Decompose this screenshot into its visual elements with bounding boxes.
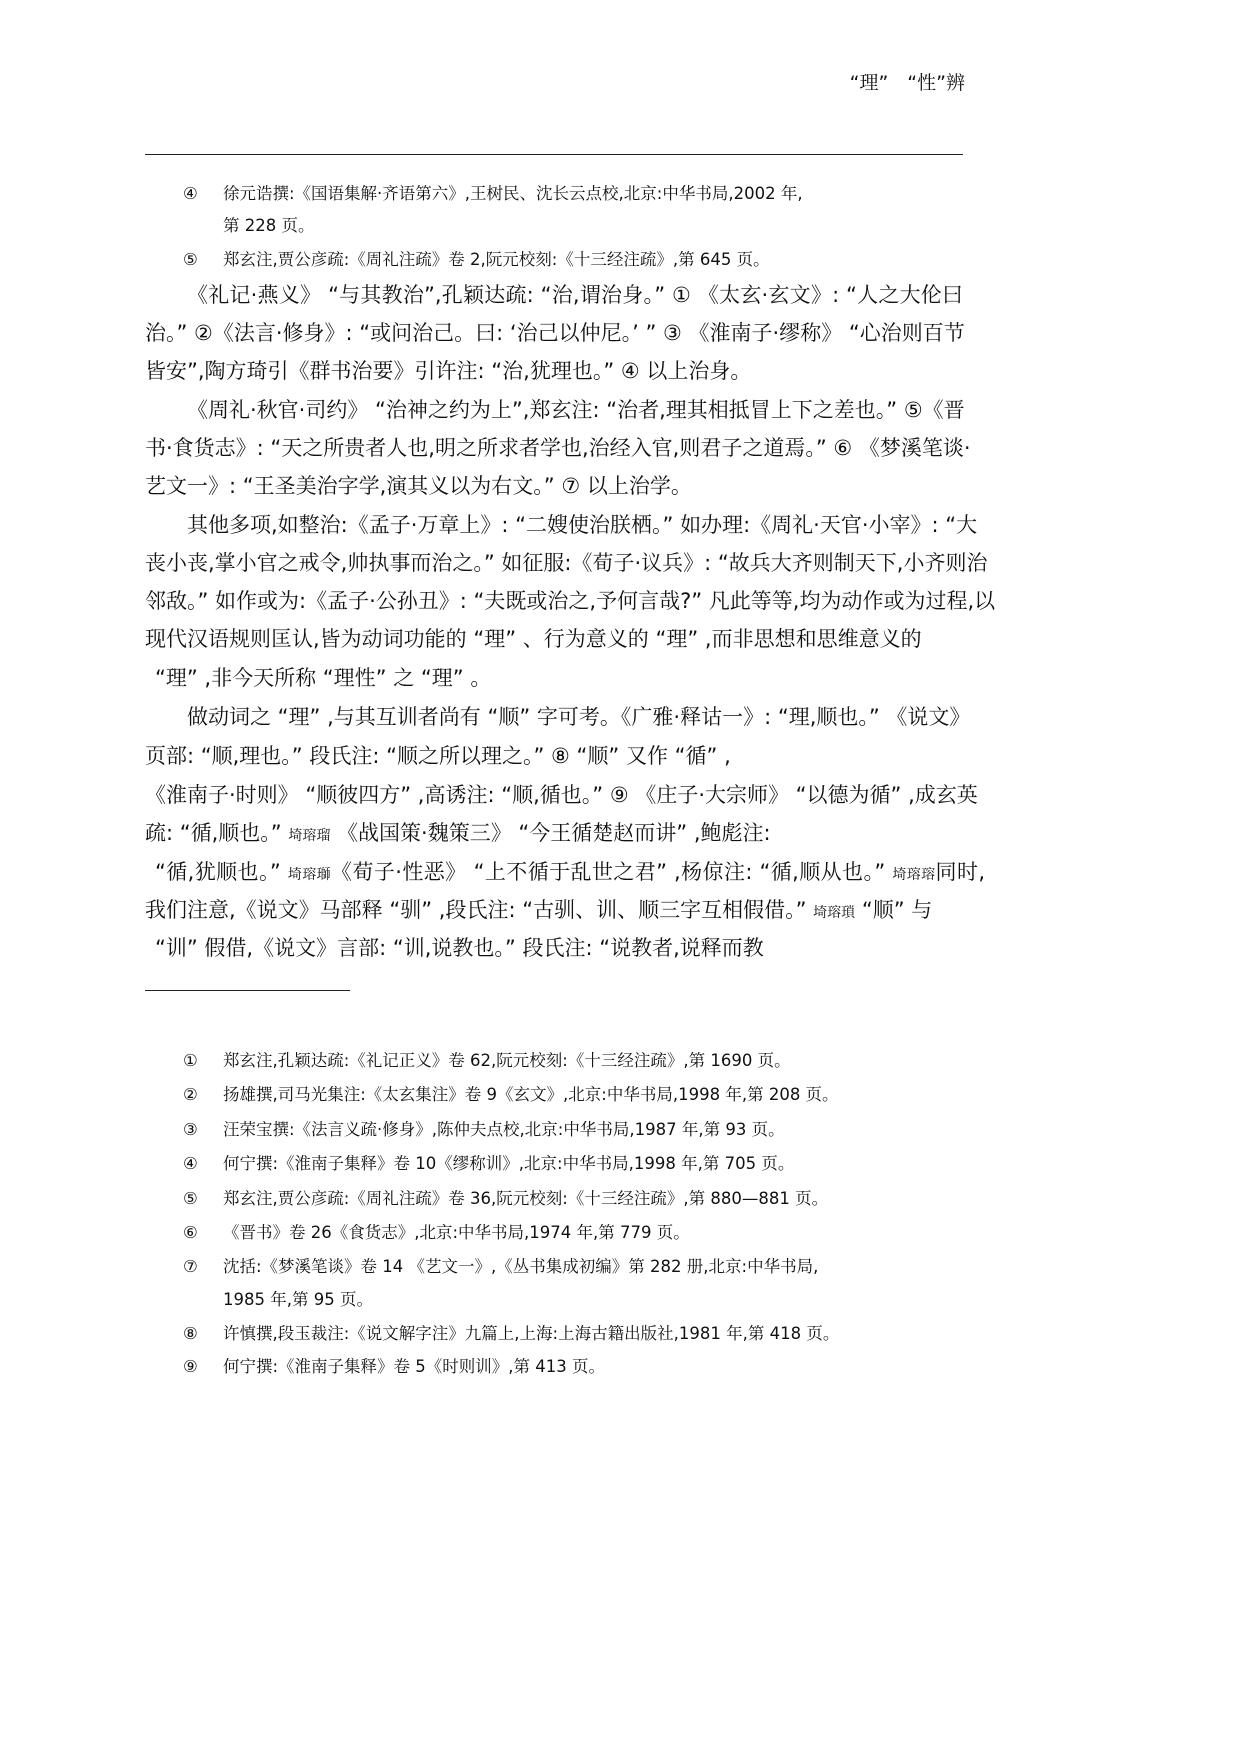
body-line: 皆安”,陶方琦引《群书治要》引许注: “治,犹理也。” ④ 以上治身。 bbox=[145, 359, 752, 383]
body-line: “理” ,非今天所称 “理性” 之 “理” 。 bbox=[155, 666, 492, 690]
garbled-glyphs: 埼瑢瑣 bbox=[813, 905, 856, 921]
footnote-1: ① 郑玄注,孔颖达疏:《礼记正义》卷 62,阮元校刻:《十三经注疏》,第 1690 页。 bbox=[183, 1051, 791, 1070]
garbled-glyphs: 埼瑢瑡 bbox=[287, 867, 332, 883]
body-line: 其他多项,如整治:《孟子·万章上》: “二嫂使治朕栖。” 如办理:《周礼·天官·小宰》: “大 bbox=[187, 513, 978, 537]
body-line: 做动词之 “理” ,与其互训者尚有 “顺” 字可考。《广雅·释诂一》: “理,顺也。” 《说文》 bbox=[187, 705, 971, 729]
footnote-6: ⑥ 《晋书》卷 26《食货志》,北京:中华书局,1974 年,第 779 页。 bbox=[183, 1223, 690, 1242]
body-line: “训” 假借,《说文》言部: “训,说教也。” 段氏注: “说教者,说释而教 bbox=[155, 936, 764, 960]
footnote-9: ⑨ 何宁撰:《淮南子集释》卷 5《时则训》,第 413 页。 bbox=[183, 1357, 606, 1376]
footnote-3: ③ 汪荣宝撰:《法言义疏·修身》,陈仲夫点校,北京:中华书局,1987 年,第 93 页。 bbox=[183, 1120, 785, 1139]
body-line: 页部: “顺,理也。” 段氏注: “顺之所以理之。” ⑧ “顺” 又作 “循” , bbox=[145, 744, 731, 768]
footnote-separator bbox=[145, 990, 350, 991]
running-header: “理” “性”辨 bbox=[849, 72, 965, 94]
footnote-8: ⑧ 许慎撰,段玉裁注:《说文解字注》九篇上,上海:上海古籍出版社,1981 年,第 418 页。 bbox=[183, 1324, 840, 1343]
footnote-4-cont: 第 228 页。 bbox=[223, 216, 315, 235]
body-line: 我们注意,《说文》马部释 “驯” ,段氏注: “古驯、训、顺三字互相假借。” 埼瑢瑣 “顺” 与 bbox=[145, 898, 933, 922]
garbled-glyphs: 埼瑢瑠 bbox=[288, 828, 331, 844]
body-line: 书·食货志》: “天之所贵者人也,明之所求者学也,治经入官,则君子之道焉。” ⑥ 《梦溪笔谈· bbox=[145, 436, 971, 460]
footnote-5b: ⑤ 郑玄注,贾公彦疏:《周礼注疏》卷 36,阮元校刻:《十三经注疏》,第 880—881 页。 bbox=[183, 1189, 829, 1208]
footnote-7: ⑦ 沈括:《梦溪笔谈》卷 14 《艺文一》,《丛书集成初编》第 282 册,北京:中华书局, bbox=[183, 1257, 819, 1276]
body-line: 《淮南子·时则》 “顺彼四方” ,高诱注: “顺,循也。” ⑨ 《庄子·大宗师》 “以德为循” ,成玄英 bbox=[145, 783, 978, 807]
footnote-2: ② 扬雄撰,司马光集注:《太玄集注》卷 9《玄文》,北京:中华书局,1998 年,第 208 页。 bbox=[183, 1085, 839, 1104]
footnote-4b: ④ 何宁撰:《淮南子集释》卷 10《缪称训》,北京:中华书局,1998 年,第 705 页。 bbox=[183, 1154, 795, 1173]
body-line: 现代汉语规则匡认,皆为动词功能的 “理” 、行为意义的 “理” ,而非思想和思维意义的 bbox=[145, 627, 922, 651]
body-line: “循,犹顺也。” 埼瑢瑡《荀子·性恶》 “上不循于乱世之君” ,杨倞注: “循,顺从也。” 埼瑢瑢同时, bbox=[155, 860, 986, 884]
body-line: 邻敌。” 如作或为:《孟子·公孙丑》: “夫既或治之,予何言哉?” 凡此等等,均为动作或为过程,以 bbox=[145, 589, 996, 613]
body-line: 《礼记·燕义》 “与其教治”,孔颖达疏: “治,谓治身。” ① 《太玄·玄文》: “人之大伦曰 bbox=[187, 283, 963, 307]
body-line: 疏: “循,顺也。” 埼瑢瑠 《战国策·魏策三》 “今王循楚赵而讲” ,鲍彪注: bbox=[145, 821, 771, 845]
footnote-4: ④ 徐元诰撰:《国语集解·齐语第六》,王树民、沈长云点校,北京:中华书局,2002 年, bbox=[183, 184, 803, 203]
header-rule bbox=[145, 154, 963, 155]
footnote-5: ⑤ 郑玄注,贾公彦疏:《周礼注疏》卷 2,阮元校刻:《十三经注疏》,第 645 页。 bbox=[183, 250, 770, 269]
body-line: 艺文一》: “王圣美治字学,演其义以为右文。” ⑦ 以上治学。 bbox=[145, 474, 692, 498]
body-line: 《周礼·秋官·司约》 “治神之约为上”,郑玄注: “治者,理其相抵冒上下之差也。” ⑤《晋 bbox=[187, 398, 965, 422]
footnote-7-cont: 1985 年,第 95 页。 bbox=[223, 1290, 373, 1309]
body-line: 丧小丧,掌小官之戒令,帅执事而治之。” 如征服:《荀子·议兵》: “故兵大齐则制天下,小齐则治 bbox=[145, 551, 988, 575]
body-line: 治。” ②《法言·修身》: “或问治己。曰: ‘治己以仲尼。’ ” ③ 《淮南子·缪称》 “心治则百节 bbox=[145, 321, 965, 345]
garbled-glyphs: 埼瑢瑢 bbox=[892, 867, 936, 883]
